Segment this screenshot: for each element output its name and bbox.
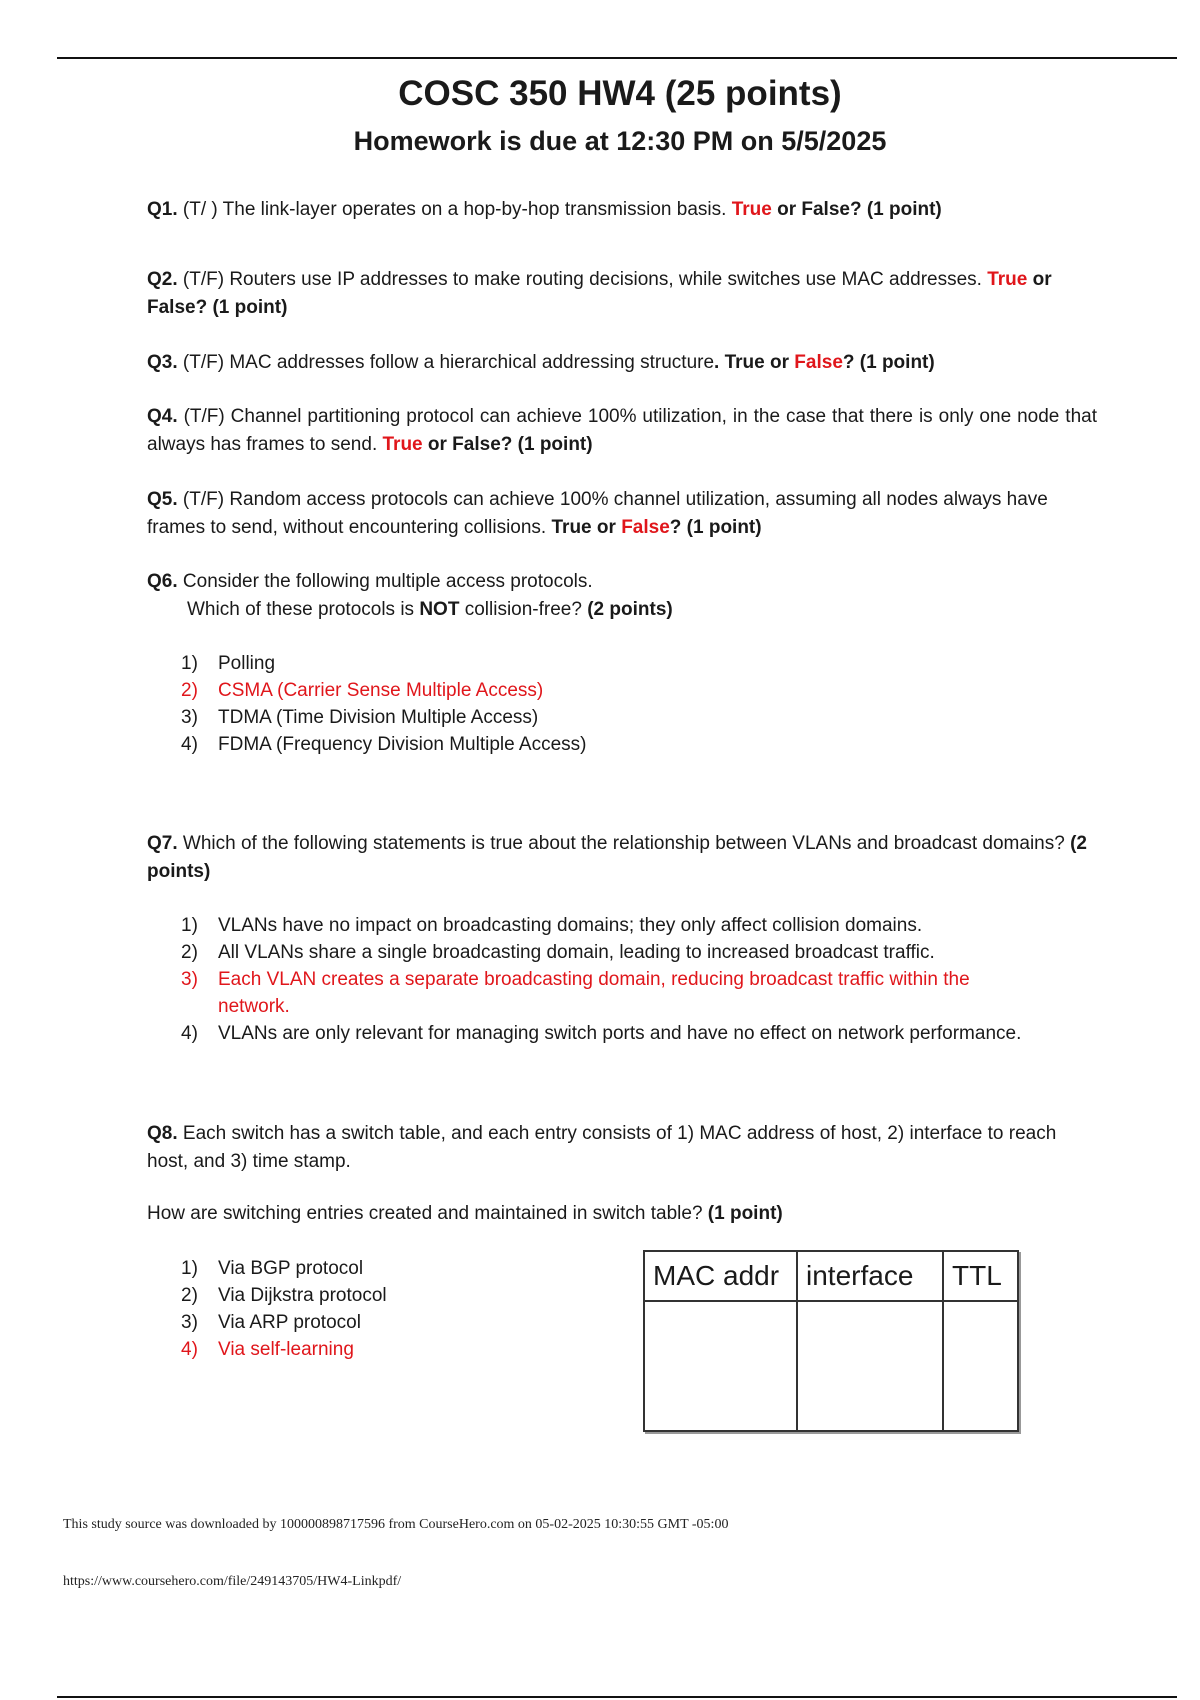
question-6 <box>147 568 1097 624</box>
table-cell <box>645 1302 798 1430</box>
list-item: 4) VLANs are only relevant for managing switch ports and have no effect on network performance. <box>181 1023 1022 1044</box>
question-number: Q1. <box>147 199 178 220</box>
question-text: How are switching entries created and maintained in switch table? <box>147 1203 708 1224</box>
table-header-row <box>645 1252 1017 1302</box>
question-5 <box>147 486 1097 542</box>
answer-false: False <box>621 517 670 538</box>
q7-options <box>181 912 1081 1047</box>
answer-true: True <box>987 269 1028 290</box>
question-number: Q8. <box>147 1123 178 1144</box>
question-points: (1 point) <box>707 1203 783 1224</box>
question-text: Consider the following multiple access protocols. <box>177 571 593 592</box>
list-item: 2) All VLANs share a single broadcasting domain, leading to increased broadcast traffic. <box>181 942 935 963</box>
list-item-answer: 2) CSMA (Carrier Sense Multiple Access) <box>181 680 544 701</box>
table-row <box>645 1302 1017 1430</box>
question-number: Q4. <box>147 406 178 427</box>
switch-table <box>643 1250 1019 1432</box>
table-cell <box>798 1302 944 1430</box>
question-prompt: or False? (1 point) <box>147 269 1052 318</box>
question-number: Q3. <box>147 352 178 373</box>
question-prompt: or False? (1 point) <box>422 434 593 455</box>
question-text: (T/ ) The link-layer operates on a hop-by-hop transmission basis. <box>177 199 732 220</box>
bottom-rule <box>57 1696 1177 1698</box>
answer-true: True <box>731 199 772 220</box>
question-subtext: Which of these protocols is NOT collision-free? (2 points) <box>187 599 673 620</box>
table-cell <box>944 1302 1017 1430</box>
question-8-ask <box>147 1200 1097 1228</box>
q8-options <box>181 1255 561 1363</box>
list-item-answer: 4) Via self-learning <box>181 1339 354 1360</box>
question-text: Which of the following statements is true about the relationship between VLANs and broadcast domains? <box>177 833 1071 854</box>
top-rule <box>57 57 1177 59</box>
list-item: 3) TDMA (Time Division Multiple Access) <box>181 707 539 728</box>
question-8 <box>147 1120 1077 1176</box>
table-header-interface: interface <box>798 1252 944 1300</box>
list-item: 1) Polling <box>181 653 276 674</box>
question-number: Q6. <box>147 571 178 592</box>
question-2 <box>147 266 1097 322</box>
list-item-answer: 3) Each VLAN creates a separate broadcasting domain, reducing broadcast traffic within the network. <box>181 969 970 1017</box>
question-text: (T/F) Channel partitioning protocol can achieve 100% utilization, in the case that there is only one node that always has frames to send. <box>147 406 1097 455</box>
question-7 <box>147 830 1097 886</box>
table-header-mac: MAC addr <box>645 1252 798 1300</box>
due-date: Homework is due at 12:30 PM on 5/5/2025 <box>353 126 887 156</box>
question-points: ? (1 point) <box>669 517 762 538</box>
question-number: Q7. <box>147 833 178 854</box>
question-points: (2 points) <box>147 833 1087 882</box>
question-text: (T/F) Random access protocols can achieve 100% channel utilization, assuming all nodes always have frames to send, without encountering collisions. <box>147 489 1048 538</box>
list-item: 4) FDMA (Frequency Division Multiple Access) <box>181 734 587 755</box>
source-url[interactable]: https://www.coursehero.com/file/249143705/HW4-Linkpdf/ <box>63 1574 402 1589</box>
question-number: Q2. <box>147 269 178 290</box>
list-item: 1) Via BGP protocol <box>181 1258 364 1279</box>
question-text: (T/F) Routers use IP addresses to make routing decisions, while switches use MAC addresses. <box>177 269 988 290</box>
question-prompt: . True or <box>714 352 795 373</box>
page-title: COSC 350 HW4 (25 points) <box>398 74 842 113</box>
question-3 <box>147 349 1097 377</box>
table-header-ttl: TTL <box>952 1260 1002 1291</box>
source-notice: This study source was downloaded by 100000898717596 from CourseHero.com on 05-02-2025 10:30:55 GMT -05:00 <box>63 1517 729 1532</box>
answer-true: True <box>382 434 423 455</box>
question-4 <box>147 403 1097 459</box>
list-item: 3) Via ARP protocol <box>181 1312 361 1333</box>
question-1 <box>147 196 1097 224</box>
list-item: 1) VLANs have no impact on broadcasting domains; they only affect collision domains. <box>181 915 923 936</box>
answer-false: False <box>794 352 843 373</box>
question-number: Q5. <box>147 489 178 510</box>
list-item: 2) Via Dijkstra protocol <box>181 1285 387 1306</box>
question-text: Each switch has a switch table, and each entry consists of 1) MAC address of host, 2) interface to reach host, and 3) time stamp. <box>147 1123 1057 1172</box>
question-prompt: True or <box>551 517 622 538</box>
question-points: ? (1 point) <box>842 352 935 373</box>
question-prompt: or False? (1 point) <box>771 199 942 220</box>
q6-options <box>181 650 1081 758</box>
question-text: (T/F) MAC addresses follow a hierarchical addressing structure <box>177 352 715 373</box>
